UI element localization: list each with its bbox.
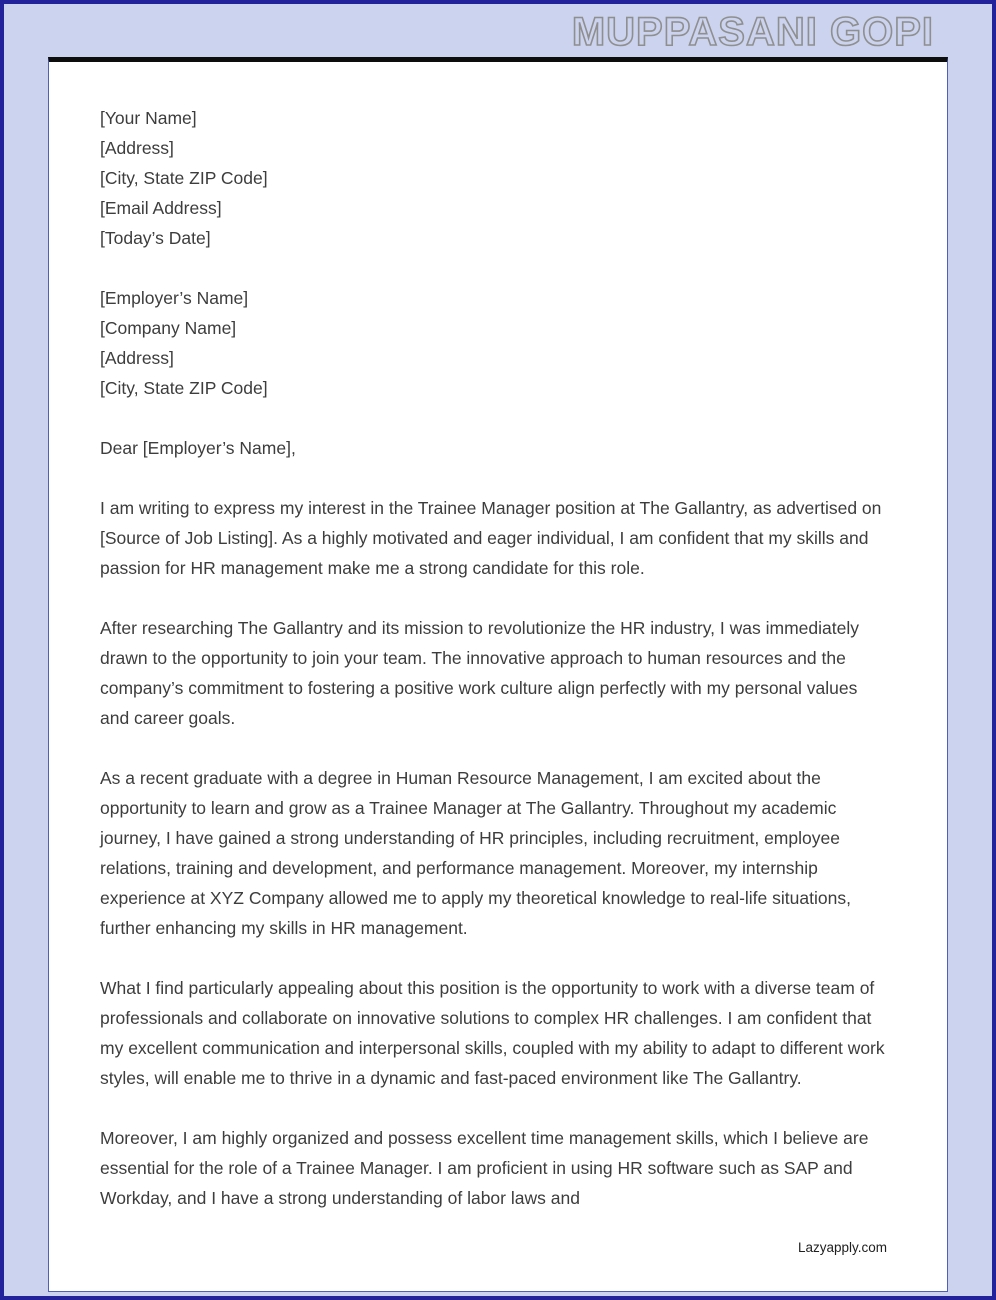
recipient-line: [City, State ZIP Code] [100,378,268,398]
salutation: Dear [Employer’s Name], [100,438,296,458]
sender-line: [Your Name] [100,108,197,128]
recipient-line: [Company Name] [100,318,237,338]
sender-line: [Email Address] [100,198,222,218]
sender-line: [Today’s Date] [100,228,211,248]
recipient-line: [Employer’s Name] [100,288,249,308]
recipient-block [100,283,889,403]
header-name: MUPPASANI GOPI [571,10,934,54]
paragraph: As a recent graduate with a degree in Human Resource Management, I am excited about the opportunity to learn and grow as a Trainee Manager at The Gallantry. Throughout my academic journey, I have gained a strong understanding of HR principles, including recruitment, employee relations, training and development, and performance management. Moreover, my internship experience at XYZ Company allowed me to apply my theoretical knowledge to real-life situations, further enhancing my skills in HR management. [100,768,851,938]
sender-line: [City, State ZIP Code] [100,168,268,188]
paragraph: Moreover, I am highly organized and possess excellent time management skills, which I believe are essential for the role of a Trainee Manager. I am proficient in using HR software such as SAP and Workday, and I have a strong understanding of labor laws and [100,1128,869,1208]
sender-block [100,103,889,253]
sender-line: [Address] [100,138,174,158]
cover-letter-page [48,57,948,1292]
paragraph: I am writing to express my interest in the Trainee Manager position at The Gallantry, as advertised on [Source of Job Listing]. As a highly motivated and eager individual, I am confident that my skills and passion for HR management make me a strong candidate for this role. [100,498,882,578]
lazyapply-watermark: Lazyapply.com [794,1238,891,1257]
paragraph: What I find particularly appealing about this position is the opportunity to work with a diverse team of professionals and collaborate on innovative solutions to complex HR challenges. I am confident that my excellent communication and interpersonal skills, coupled with my ability to adapt to different work styles, will enable me to thrive in a dynamic and fast-paced environment like The Gallantry. [100,978,885,1088]
recipient-line: [Address] [100,348,174,368]
paragraph: After researching The Gallantry and its mission to revolutionize the HR industry, I was immediately drawn to the opportunity to join your team. The innovative approach to human resources and the company’s commitment to fostering a positive work culture align perfectly with my personal values and career goals. [100,618,859,728]
